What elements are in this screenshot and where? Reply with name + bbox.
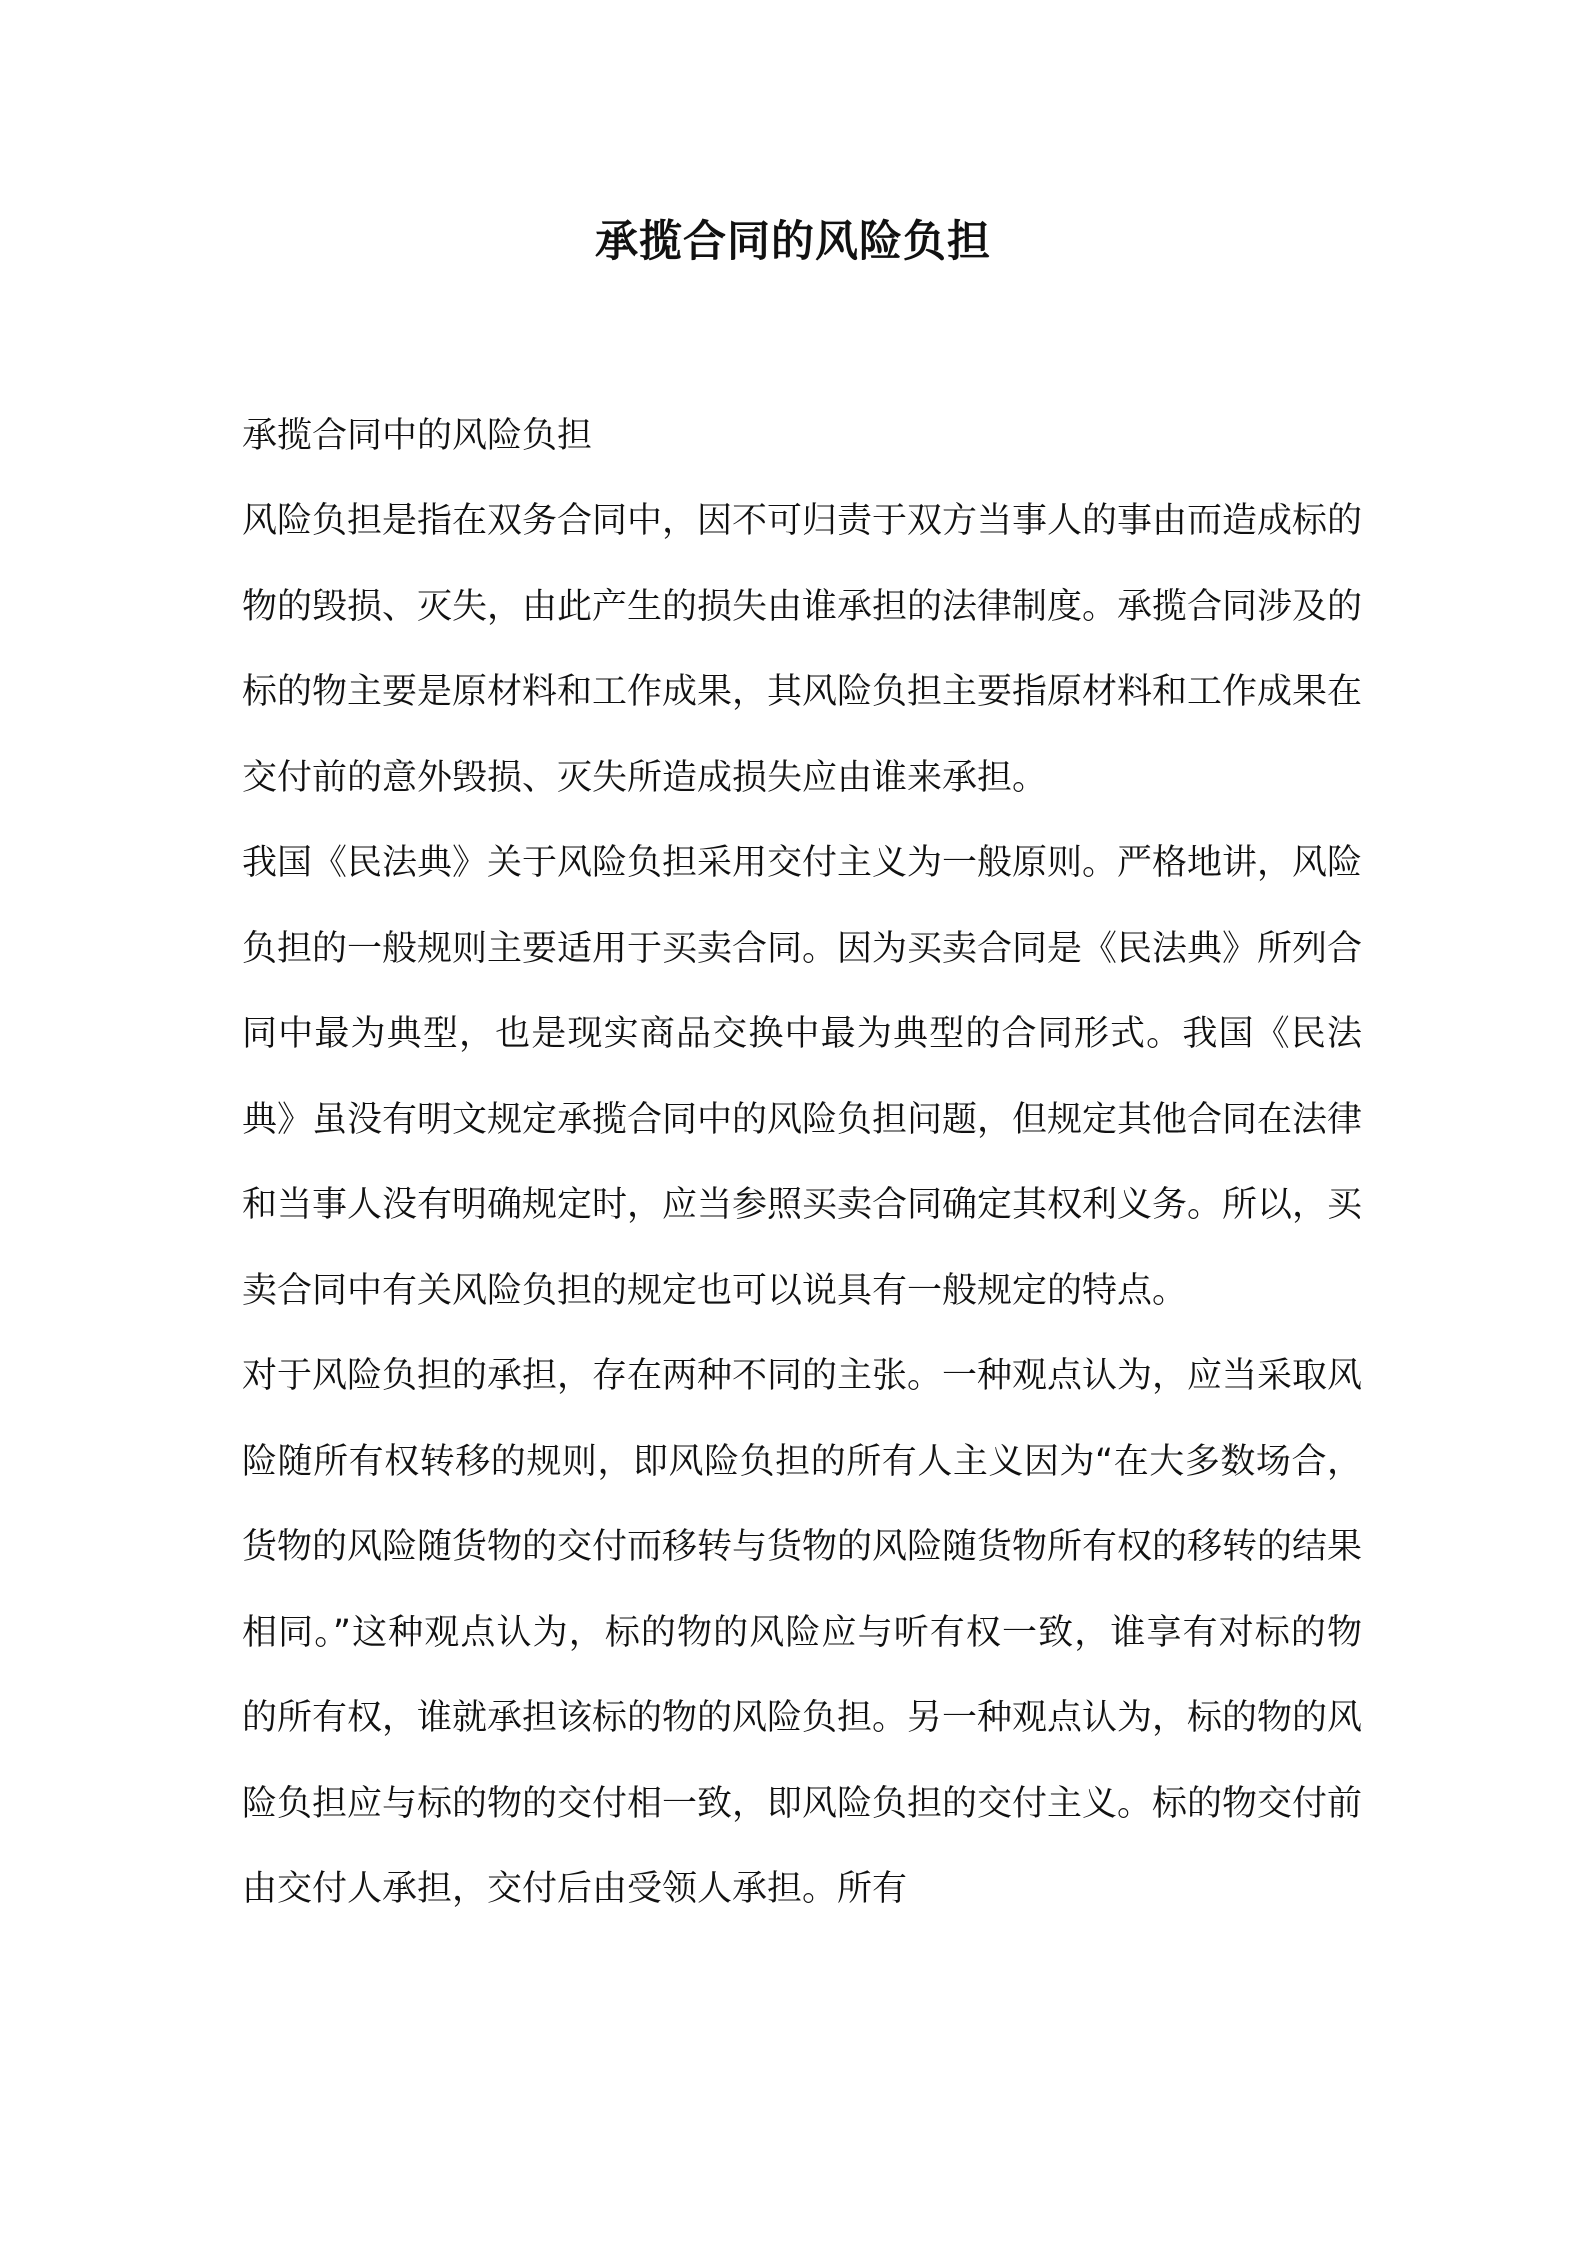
document-body (242, 408, 1362, 1933)
paragraph-two-views: 对于风险负担的承担，存在两种不同的主张。一种观点认为，应当采取风险随所有权转移的规则，即风险负担的所有人主义因为“在大多数场合，货物的风险随货物的交付而移转与货物的风险随货物所有权的移转的结果相同。”这种观点认为，标的物的风险应与听有权一致，谁享有对标的物的所有权，谁就承担该标的物的风险负担。另一种观点认为，标的物的风险负担应与标的物的交付相一致，即风险负担的交付主义。标的物交付前由交付人承担，交付后由受领人承担。所有 (242, 1356, 1363, 1909)
section-heading: 承揽合同中的风险负担 (242, 416, 593, 456)
paragraph-definition: 风险负担是指在双务合同中，因不可归责于双方当事人的事由而造成标的物的毁损、灭失，由此产生的损失由谁承担的法律制度。承揽合同涉及的标的物主要是原材料和工作成果，其风险负担主要指原材料和工作成果在交付前的意外毁损、灭失所造成损失应由谁来承担。 (242, 501, 1363, 798)
document-title: 承揽合同的风险负担 (595, 217, 991, 267)
paragraph-civil-code: 我国《民法典》关于风险负担采用交付主义为一般原则。严格地讲，风险负担的一般规则主要适用于买卖合同。因为买卖合同是《民法典》所列合同中最为典型，也是现实商品交换中最为典型的合同形式。我国《民法典》虽没有明文规定承揽合同中的风险负担问题，但规定其他合同在法律和当事人没有明确规定时，应当参照买卖合同确定其权利义务。所以，买卖合同中有关风险负担的规定也可以说具有一般规定的特点。 (242, 843, 1363, 1311)
